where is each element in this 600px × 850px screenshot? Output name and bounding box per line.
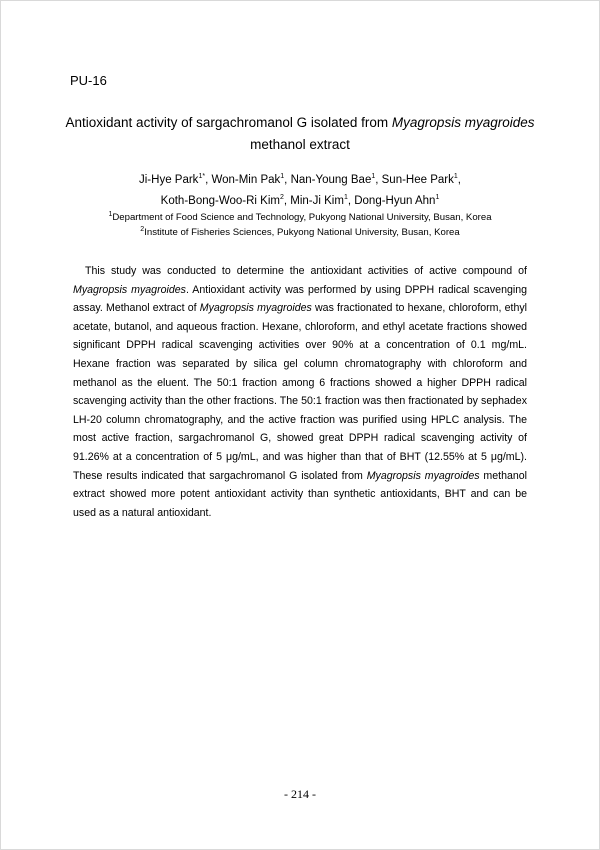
author-name: Won-Min Pak <box>211 174 281 186</box>
author-name: Nan-Young Bae <box>290 174 372 186</box>
affiliation <box>40 225 560 240</box>
affiliation-sup: 1 <box>108 210 113 218</box>
author-sup: 1 <box>453 173 458 181</box>
page-number: - 214 - <box>284 787 316 801</box>
paper-title <box>40 112 560 156</box>
author-sup: 1 <box>343 194 348 202</box>
abstract-segment: This study was conducted to determine the antioxidant activities of active compound of <box>85 265 527 277</box>
author-sup: 1 <box>280 173 285 181</box>
author-name: Koth-Bong-Woo-Ri Kim <box>160 195 280 207</box>
author-name: Min-Ji Kim <box>290 195 344 207</box>
author-name: Dong-Hyun Ahn <box>354 195 436 207</box>
affiliation <box>40 210 560 225</box>
author-sup: 1 <box>435 194 440 202</box>
title-text-1: Antioxidant activity of sargachromanol G isolated from <box>65 115 392 130</box>
title-species: Myagropsis myagroides <box>391 115 535 130</box>
affiliation-text: Institute of Fisheries Sciences, Pukyong National University, Busan, Korea <box>144 227 460 238</box>
abstract-segment: methanol extract showed more potent antioxidant activity than synthetic antioxidants, BHT and can be used as a natural antioxidant. <box>73 469 527 519</box>
abstract-code: PU-16 <box>70 73 107 88</box>
affiliation-sup: 2 <box>140 225 145 233</box>
author-sup: 1 <box>371 173 376 181</box>
abstract-species: Myagropsis myagroides <box>73 283 186 296</box>
author-name: Ji-Hye Park <box>139 174 199 186</box>
affiliation-list <box>40 210 560 240</box>
abstract-species: Myagropsis myagroides <box>199 302 312 315</box>
abstract-segment: . Antioxidant activity was performed by using DPPH radical scavenging assay. Methanol extract of <box>73 283 527 315</box>
author-list: Ji-Hye Park$^{1*}$, Won-Min Pak$^1$, Nan-Young Bae$^1$, Sun-Hee Park$^1$, Koth-Bong-Woo-Ri Kim$^2$, Min-Ji Kim$^1$, Dong-Hyun Ahn$^1$ <box>139 173 461 207</box>
abstract-body <box>73 262 527 522</box>
author-sup: 2 <box>279 194 284 202</box>
affiliation-text: Department of Food Science and Technology, Pukyong National University, Busan, Korea <box>112 212 492 223</box>
abstract-species: Myagropsis myagroides <box>366 469 480 482</box>
title-text-2: methanol extract <box>250 137 350 152</box>
abstract-segment: was fractionated to hexane, chloroform, ethyl acetate, butanol, and aqueous fraction. Hexane, chloroform, and ethyl acetate fractions showed significant DPPH radical scavenging activities over 90% at a concentration of 0.1 mg/mL. Hexane fraction was separated by silica gel column chromatography with chloroform and methanol as the eluent. The 50:1 fraction among 6 fractions showed a higher DPPH radical scavenging activity than the other fractions. The 50:1 fraction was then fractionated by sephadex LH-20 column chromatography, and the active fraction was purified using HPLC analysis. The most active fraction, sargachromanol G, showed great DPPH radical scavenging activity of 91.26% at a concentration of 5 μg/mL, and was higher than that of BHT (12.55% at 5 μg/mL). These results indicated that sargachromanol G isolated from <box>73 302 528 482</box>
author-sup: 1* <box>198 173 206 181</box>
author-name: Sun-Hee Park <box>381 174 454 186</box>
